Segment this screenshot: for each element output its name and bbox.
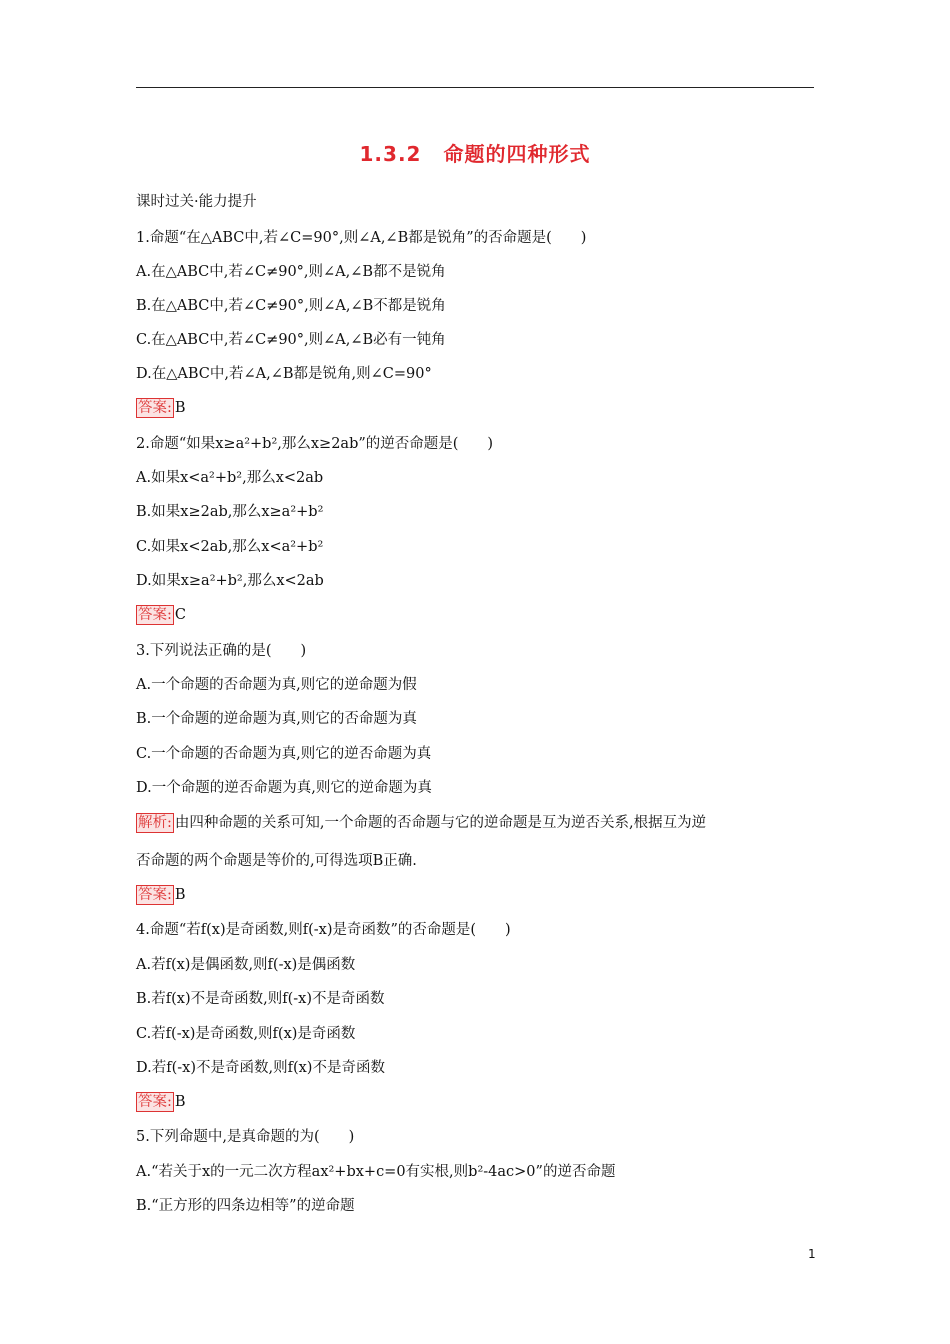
text-line-q3e2: 否命题的两个命题是等价的,可得选项B正确.: [136, 853, 417, 869]
text-line-q4c: C.若f(-x)是奇函数,则f(x)是奇函数: [136, 1026, 356, 1042]
answer-line-ans4: [136, 1092, 186, 1112]
text-line-q1: 1.命题“在△ABC中,若∠C=90°,则∠A,∠B都是锐角”的否命题是( ): [136, 230, 587, 246]
text-line-q5a: A.“若关于x的一元二次方程ax²+bx+c=0有实根,则b²-4ac>0”的逆否命题: [136, 1164, 616, 1180]
answer-tag: 答案:: [138, 887, 172, 903]
text-line-q2: 2.命题“如果x≥a²+b²,那么x≥2ab”的逆否命题是( ): [136, 436, 494, 452]
text-line-q4: 4.命题“若f(x)是奇函数,则f(-x)是奇函数”的否命题是( ): [136, 922, 511, 938]
answer-text: B: [174, 400, 186, 416]
section-title: 命题的四种形式: [443, 142, 591, 166]
answer-text: B: [174, 1094, 186, 1110]
section-number: 1.3.2: [359, 142, 422, 166]
text-line-q4d: D.若f(-x)不是奇函数,则f(x)不是奇函数: [136, 1060, 385, 1076]
text-line-q2c: C.如果x<2ab,那么x<a²+b²: [136, 539, 324, 555]
text-line-q5b: B.“正方形的四条边相等”的逆命题: [136, 1198, 355, 1214]
text-line-q1a: A.在△ABC中,若∠C≠90°,则∠A,∠B都不是锐角: [136, 264, 446, 280]
answer-line-ans3: [136, 885, 186, 905]
text-line-q4b: B.若f(x)不是奇函数,则f(-x)不是奇函数: [136, 991, 385, 1007]
answer-tag: 答案:: [138, 1094, 172, 1110]
answer-line-ans2: [136, 605, 186, 625]
answer-tag: 答案:: [138, 400, 172, 416]
text-line-q2a: A.如果x<a²+b²,那么x<2ab: [136, 470, 324, 486]
text-line-q3d: D.一个命题的逆否命题为真,则它的逆命题为真: [136, 780, 432, 796]
page-number: 1: [808, 1247, 816, 1261]
answer-text: C: [174, 607, 186, 623]
answer-tag: 解析:: [138, 815, 172, 831]
text-line-q4a: A.若f(x)是偶函数,则f(-x)是偶函数: [136, 957, 356, 973]
text-line-q3a: A.一个命题的否命题为真,则它的逆命题为假: [136, 677, 417, 693]
answer-text: B: [174, 887, 186, 903]
page-title: [0, 138, 950, 167]
header-rule: [136, 87, 814, 88]
text-line-q3b: B.一个命题的逆命题为真,则它的否命题为真: [136, 711, 417, 727]
text-line-q2d: D.如果x≥a²+b²,那么x<2ab: [136, 573, 324, 589]
answer-line-ans1: [136, 398, 186, 418]
section-heading: 课时过关·能力提升: [136, 194, 257, 210]
answer-line-exp3: [136, 813, 706, 833]
text-line-q1c: C.在△ABC中,若∠C≠90°,则∠A,∠B必有一钝角: [136, 332, 446, 348]
answer-text: 由四种命题的关系可知,一个命题的否命题与它的逆命题是互为逆否关系,根据互为逆: [174, 815, 707, 831]
answer-tag: 答案:: [138, 607, 172, 623]
text-line-q1d: D.在△ABC中,若∠A,∠B都是锐角,则∠C=90°: [136, 366, 432, 382]
text-line-q3c: C.一个命题的否命题为真,则它的逆否命题为真: [136, 746, 432, 762]
text-line-q5: 5.下列命题中,是真命题的为( ): [136, 1129, 355, 1145]
text-line-q2b: B.如果x≥2ab,那么x≥a²+b²: [136, 504, 324, 520]
text-line-q3: 3.下列说法正确的是( ): [136, 643, 307, 659]
text-line-q1b: B.在△ABC中,若∠C≠90°,则∠A,∠B不都是锐角: [136, 298, 446, 314]
